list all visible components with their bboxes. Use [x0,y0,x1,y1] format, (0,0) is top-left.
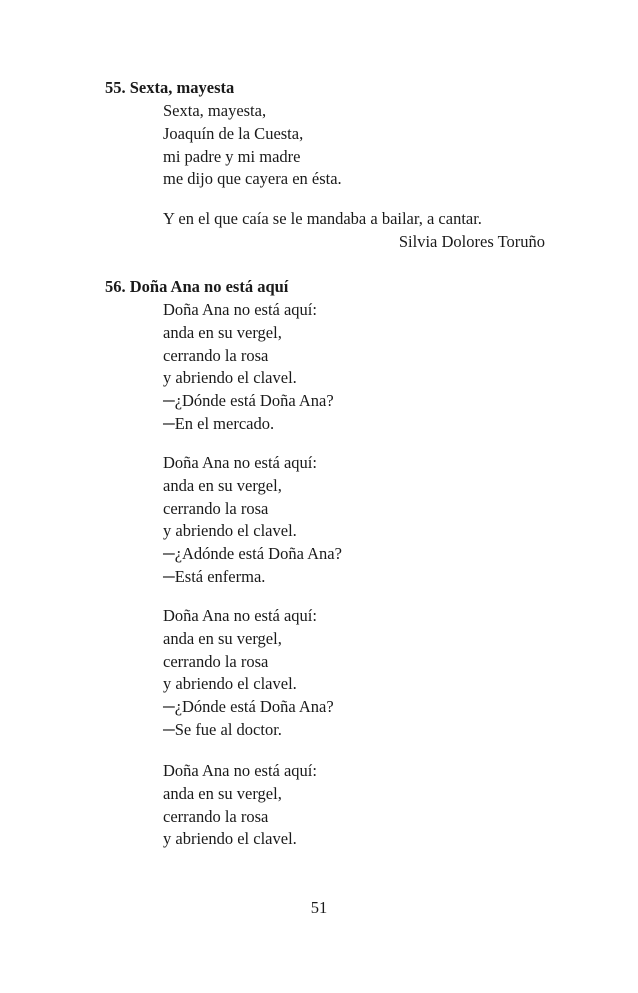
verse-line: Doña Ana no está aquí: [163,453,317,472]
verse-line: Doña Ana no está aquí: [163,761,317,780]
verse-line: anda en su vergel, [163,783,282,803]
verse-line: y abriendo el clavel. [163,674,297,694]
verse-line: anda en su vergel, [163,628,282,648]
verse-line: mi padre y mi madre [163,146,301,166]
section-56-title: 56. Doña Ana no está aquí [105,277,289,296]
section-55-title: 55. Sexta, mayesta [105,78,235,97]
verse-line: cerrando la rosa [163,345,269,365]
verse-line: Doña Ana no está aquí: [163,300,317,319]
verse-line: ─En el mercado. [163,413,275,433]
verse-line: ─Se fue al doctor. [163,719,282,739]
verse-line: y abriendo el clavel. [163,521,297,541]
verse-line: cerrando la rosa [163,651,269,671]
page-number: 51 [310,898,328,917]
verse-line: ─¿Adónde está Doña Ana? [163,544,342,564]
section-55-stanza-1 [163,100,342,191]
section-56-stanza-3 [163,605,334,742]
verse-line: y abriendo el clavel. [163,368,297,388]
section-56-stanza-1 [163,299,334,436]
section-56-stanza-2 [163,452,342,589]
verse-line: me dijo que cayera en ésta. [163,169,342,189]
verse-line: anda en su vergel, [163,475,282,495]
verse-line: y abriendo el clavel. [163,829,297,849]
section-55-note: Y en el que caía se le mandaba a bailar, a cantar. [163,209,482,228]
section-55-attribution: Silvia Dolores Toruño [398,232,545,251]
verse-line: ─¿Dónde está Doña Ana? [163,391,334,411]
verse-line: ─Está enferma. [163,566,266,586]
verse-line: cerrando la rosa [163,806,269,826]
verse-line: cerrando la rosa [163,498,269,518]
section-56-stanza-4 [163,760,317,851]
verse-line: ─¿Dónde está Doña Ana? [163,697,334,717]
verse-line: Doña Ana no está aquí: [163,606,317,625]
verse-line: Sexta, mayesta, [163,101,267,120]
verse-line: Joaquín de la Cuesta, [163,123,304,143]
verse-line: anda en su vergel, [163,322,282,342]
